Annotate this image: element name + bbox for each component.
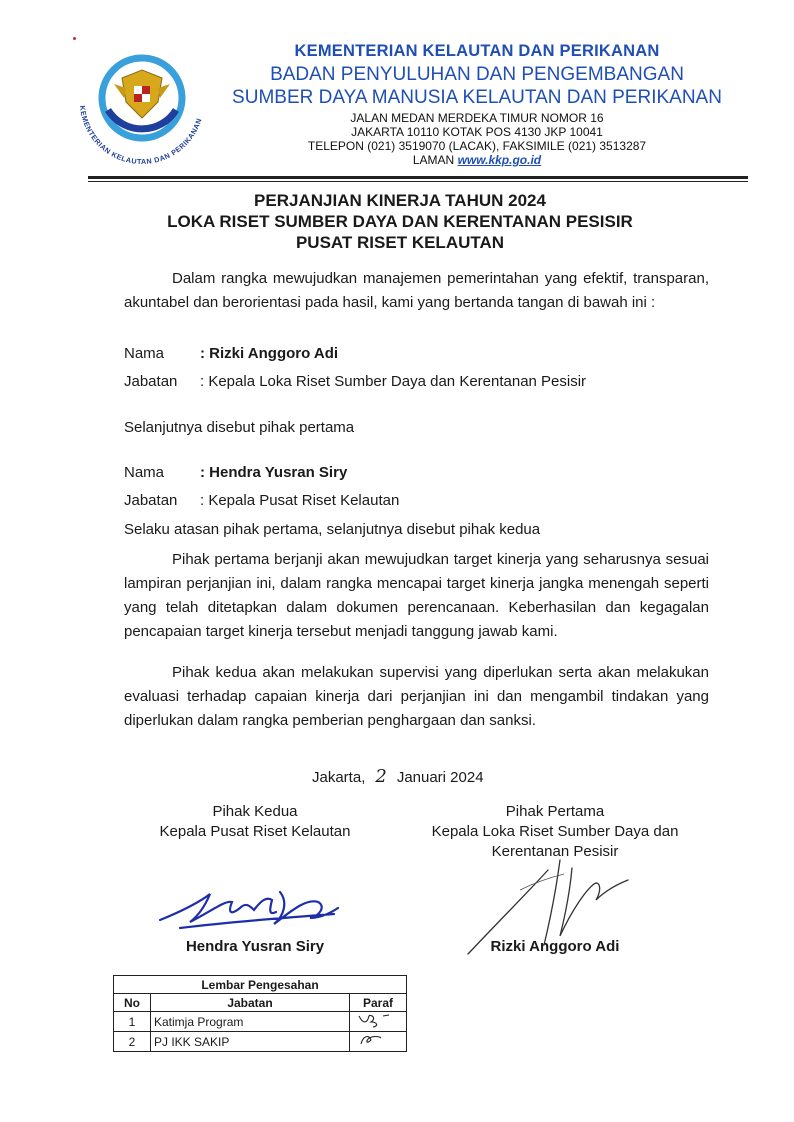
paraf-initial-2 xyxy=(353,1032,401,1048)
right-title-line2: Kerentanan Pesisir xyxy=(491,843,619,860)
agency-line-1: BADAN PENYULUHAN DAN PENGEMBANGAN xyxy=(270,64,684,85)
right-role: Pihak Pertama xyxy=(505,803,605,820)
table-row xyxy=(114,1012,407,1032)
party1-position: : Kepala Loka Riset Sumber Daya dan Kerentanan Pesisir xyxy=(200,373,587,390)
signer-left-name: Hendra Yusran Siry xyxy=(185,938,325,955)
left-role: Pihak Kedua xyxy=(212,803,298,820)
approval-table-caption: Lembar Pengesahan xyxy=(114,976,407,994)
header-paraf: Paraf xyxy=(350,994,407,1012)
document-title: PERJANJIAN KINERJA TAHUN 2024 xyxy=(254,191,546,210)
document-subtitle-unit: LOKA RISET SUMBER DAYA DAN KERENTANAN PESISIR xyxy=(167,212,633,231)
signer-right-name: Rizki Anggoro Adi xyxy=(490,938,620,955)
row-jabatan: PJ IKK SAKIP xyxy=(151,1032,350,1052)
website-label: LAMAN xyxy=(412,153,455,167)
row-jabatan: Katimja Program xyxy=(151,1012,350,1032)
jabatan-label: Jabatan xyxy=(124,492,178,509)
commitment-paragraph: Pihak pertama berjanji akan mewujudkan target kinerja yang seharusnya sesuai lampiran perjanjian ini, dalam rangka mencapai target kinerja jangka menengah seperti yang telah ditetapkan dalam dokumen perencanaan. Keberhasilan dan kegagalan pencapaian target kinerja tersebut menjadi tanggung jawab kami. xyxy=(124,551,709,640)
place-date xyxy=(312,766,484,787)
signature-left-image xyxy=(150,872,350,942)
paraf-initial-1 xyxy=(353,1012,401,1028)
logo-ring-text: KEMENTERIAN KELAUTAN DAN PERIKANAN xyxy=(78,105,204,167)
header-no: No xyxy=(114,994,151,1012)
letterhead-rule-thin xyxy=(88,181,748,182)
row-no: 2 xyxy=(114,1032,151,1052)
intro-paragraph: Dalam rangka mewujudkan manajemen pemerintahan yang efektif, transparan, akuntabel dan berorientasi pada hasil, kami yang bertanda tangan di bawah ini : xyxy=(124,270,709,311)
ministry-name: KEMENTERIAN KELAUTAN DAN PERIKANAN xyxy=(294,42,660,60)
jabatan-label: Jabatan xyxy=(124,373,178,390)
website-line xyxy=(212,153,742,167)
letterhead-rule-thick xyxy=(88,176,748,179)
nama-label: Nama xyxy=(124,345,165,362)
party1-note: Selanjutnya disebut pihak pertama xyxy=(124,419,355,436)
month-year: Januari 2024 xyxy=(396,769,484,786)
address-line-2: JAKARTA 10110 KOTAK POS 4130 JKP 10041 xyxy=(351,125,603,139)
row-no: 1 xyxy=(114,1012,151,1032)
row-paraf xyxy=(350,1012,407,1032)
party2-note: Selaku atasan pihak pertama, selanjutnya disebut pihak kedua xyxy=(124,521,541,538)
row-paraf xyxy=(350,1032,407,1052)
supervision-paragraph: Pihak kedua akan melakukan supervisi yang diperlukan serta akan melakukan evaluasi terhadap capaian kinerja dari perjanjian ini dan mengambil tindakan yang diperlukan dalam rangka pemberian penghargaan dan sanksi. xyxy=(124,664,709,729)
address-line-1: JALAN MEDAN MERDEKA TIMUR NOMOR 16 xyxy=(350,111,604,125)
right-title-line1: Kepala Loka Riset Sumber Daya dan xyxy=(431,823,679,840)
phone-line: TELEPON (021) 3519070 (LACAK), FAKSIMILE (021) 3513287 xyxy=(307,139,647,153)
nama-label: Nama xyxy=(124,464,165,481)
website-link[interactable]: www.kkp.go.id xyxy=(457,153,542,167)
party2-name: : Hendra Yusran Siry xyxy=(200,464,348,481)
left-title: Kepala Pusat Riset Kelautan xyxy=(159,823,351,840)
header-jabatan: Jabatan xyxy=(151,994,350,1012)
party2-name-row xyxy=(124,464,347,481)
party2-position-row xyxy=(124,492,399,509)
party1-position-row xyxy=(124,373,586,390)
document-subtitle-center: PUSAT RISET KELAUTAN xyxy=(295,233,505,252)
table-row xyxy=(114,1032,407,1052)
party1-name: : Rizki Anggoro Adi xyxy=(200,345,339,362)
signature-block-left xyxy=(130,802,380,842)
city: Jakarta, xyxy=(312,769,366,786)
party2-position: : Kepala Pusat Riset Kelautan xyxy=(200,492,400,509)
approval-table xyxy=(113,975,407,1052)
agency-line-2: SUMBER DAYA MANUSIA KELAUTAN DAN PERIKANAN xyxy=(232,87,722,108)
party1-name-row xyxy=(124,345,338,362)
handwritten-day: 2 xyxy=(375,766,387,787)
